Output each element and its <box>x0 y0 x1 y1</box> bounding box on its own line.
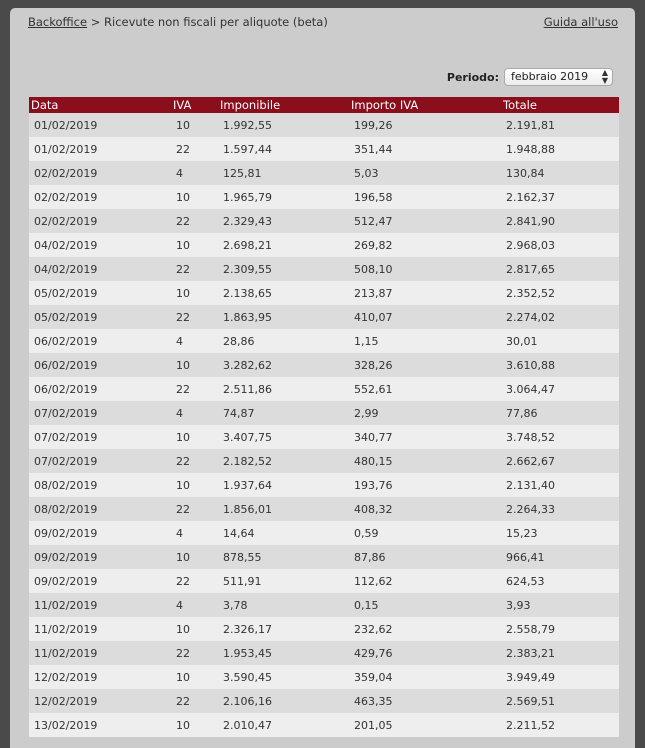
cell-iva: 4 <box>176 598 183 612</box>
cell-iva: 10 <box>176 550 190 564</box>
cell-iva: 22 <box>176 694 190 708</box>
cell-importo-iva: 410,07 <box>354 310 393 324</box>
cell-importo-iva: 269,82 <box>354 238 393 252</box>
table-row <box>29 641 619 665</box>
cell-totale: 2.211,52 <box>506 718 555 732</box>
cell-importo-iva: 328,26 <box>354 358 393 372</box>
cell-imponibile: 511,91 <box>223 574 262 588</box>
table-row <box>29 449 619 473</box>
table-row <box>29 593 619 617</box>
cell-importo-iva: 480,15 <box>354 454 393 468</box>
period-select[interactable] <box>504 68 613 86</box>
cell-totale: 2.131,40 <box>506 478 555 492</box>
cell-totale: 2.162,37 <box>506 190 555 204</box>
cell-data: 11/02/2019 <box>34 646 98 660</box>
breadcrumb <box>28 15 328 29</box>
help-link[interactable]: Guida all'uso <box>543 15 618 29</box>
cell-imponibile: 14,64 <box>223 526 255 540</box>
cell-imponibile: 1.965,79 <box>223 190 272 204</box>
cell-data: 12/02/2019 <box>34 670 98 684</box>
cell-totale: 2.383,21 <box>506 646 555 660</box>
main-panel <box>10 8 635 748</box>
breadcrumb-separator: > <box>90 15 101 29</box>
cell-data: 02/02/2019 <box>34 166 98 180</box>
cell-iva: 22 <box>176 502 190 516</box>
table-row <box>29 353 619 377</box>
cell-iva: 10 <box>176 430 190 444</box>
table-row <box>29 281 619 305</box>
column-header-importo-iva: Importo IVA <box>349 97 501 113</box>
cell-iva: 22 <box>176 454 190 468</box>
table-row <box>29 545 619 569</box>
cell-iva: 4 <box>176 406 183 420</box>
cell-data: 08/02/2019 <box>34 478 98 492</box>
cell-data: 06/02/2019 <box>34 358 98 372</box>
cell-totale: 130,84 <box>506 166 545 180</box>
cell-iva: 10 <box>176 622 190 636</box>
cell-iva: 10 <box>176 286 190 300</box>
table-row <box>29 113 619 137</box>
cell-data: 07/02/2019 <box>34 406 98 420</box>
column-header-imponibile: Imponibile <box>218 97 349 113</box>
cell-imponibile: 2.329,43 <box>223 214 272 228</box>
cell-importo-iva: 5,03 <box>354 166 379 180</box>
cell-iva: 22 <box>176 310 190 324</box>
cell-importo-iva: 508,10 <box>354 262 393 276</box>
cell-imponibile: 2.309,55 <box>223 262 272 276</box>
table-row <box>29 497 619 521</box>
table-row <box>29 209 619 233</box>
cell-totale: 3.949,49 <box>506 670 555 684</box>
cell-imponibile: 1.953,45 <box>223 646 272 660</box>
cell-totale: 2.817,65 <box>506 262 555 276</box>
cell-totale: 2.264,33 <box>506 502 555 516</box>
cell-imponibile: 878,55 <box>223 550 262 564</box>
cell-iva: 4 <box>176 526 183 540</box>
cell-imponibile: 2.106,16 <box>223 694 272 708</box>
cell-data: 01/02/2019 <box>34 118 98 132</box>
cell-iva: 10 <box>176 238 190 252</box>
cell-imponibile: 1.597,44 <box>223 142 272 156</box>
table-row <box>29 305 619 329</box>
table-row <box>29 137 619 161</box>
cell-importo-iva: 512,47 <box>354 214 393 228</box>
table-row <box>29 713 619 737</box>
cell-imponibile: 74,87 <box>223 406 255 420</box>
cell-data: 06/02/2019 <box>34 382 98 396</box>
cell-imponibile: 2.698,21 <box>223 238 272 252</box>
cell-importo-iva: 463,35 <box>354 694 393 708</box>
cell-imponibile: 1.992,55 <box>223 118 272 132</box>
cell-imponibile: 3.282,62 <box>223 358 272 372</box>
cell-imponibile: 2.182,52 <box>223 454 272 468</box>
cell-data: 09/02/2019 <box>34 574 98 588</box>
cell-imponibile: 125,81 <box>223 166 262 180</box>
cell-data: 04/02/2019 <box>34 238 98 252</box>
cell-importo-iva: 359,04 <box>354 670 393 684</box>
cell-iva: 22 <box>176 214 190 228</box>
cell-data: 11/02/2019 <box>34 598 98 612</box>
cell-totale: 2.841,90 <box>506 214 555 228</box>
cell-importo-iva: 201,05 <box>354 718 393 732</box>
table-body <box>29 113 619 737</box>
cell-data: 05/02/2019 <box>34 310 98 324</box>
cell-data: 05/02/2019 <box>34 286 98 300</box>
cell-importo-iva: 199,26 <box>354 118 393 132</box>
cell-data: 07/02/2019 <box>34 454 98 468</box>
cell-data: 11/02/2019 <box>34 622 98 636</box>
table-row <box>29 425 619 449</box>
cell-iva: 22 <box>176 142 190 156</box>
cell-iva: 10 <box>176 358 190 372</box>
cell-iva: 4 <box>176 166 183 180</box>
cell-data: 02/02/2019 <box>34 190 98 204</box>
cell-importo-iva: 351,44 <box>354 142 393 156</box>
period-selected-value: febbraio 2019 <box>511 70 589 83</box>
cell-totale: 3.748,52 <box>506 430 555 444</box>
cell-totale: 30,01 <box>506 334 538 348</box>
chevron-updown-icon: ▲ ▼ <box>601 68 608 85</box>
table-row <box>29 377 619 401</box>
cell-imponibile: 1.856,01 <box>223 502 272 516</box>
cell-iva: 10 <box>176 478 190 492</box>
cell-iva: 22 <box>176 646 190 660</box>
cell-importo-iva: 2,99 <box>354 406 379 420</box>
cell-iva: 10 <box>176 718 190 732</box>
cell-totale: 966,41 <box>506 550 545 564</box>
cell-data: 07/02/2019 <box>34 430 98 444</box>
cell-iva: 22 <box>176 382 190 396</box>
table-row <box>29 329 619 353</box>
cell-totale: 2.558,79 <box>506 622 555 636</box>
table-row <box>29 617 619 641</box>
cell-importo-iva: 429,76 <box>354 646 393 660</box>
cell-totale: 2.352,52 <box>506 286 555 300</box>
period-label: Periodo: <box>446 70 499 84</box>
cell-imponibile: 3.407,75 <box>223 430 272 444</box>
cell-totale: 2.662,67 <box>506 454 555 468</box>
cell-importo-iva: 232,62 <box>354 622 393 636</box>
cell-data: 06/02/2019 <box>34 334 98 348</box>
cell-imponibile: 28,86 <box>223 334 255 348</box>
cell-importo-iva: 1,15 <box>354 334 379 348</box>
cell-iva: 4 <box>176 334 183 348</box>
cell-totale: 77,86 <box>506 406 538 420</box>
table-row <box>29 569 619 593</box>
cell-totale: 2.191,81 <box>506 118 555 132</box>
cell-data: 02/02/2019 <box>34 214 98 228</box>
receipts-table <box>29 97 619 737</box>
cell-totale: 15,23 <box>506 526 538 540</box>
cell-imponibile: 2.010,47 <box>223 718 272 732</box>
cell-imponibile: 3.590,45 <box>223 670 272 684</box>
cell-imponibile: 1.863,95 <box>223 310 272 324</box>
table-row <box>29 665 619 689</box>
cell-totale: 3.064,47 <box>506 382 555 396</box>
table-row <box>29 233 619 257</box>
cell-totale: 3,93 <box>506 598 531 612</box>
table-row <box>29 689 619 713</box>
cell-totale: 624,53 <box>506 574 545 588</box>
column-header-totale: Totale <box>501 97 619 113</box>
cell-data: 09/02/2019 <box>34 526 98 540</box>
cell-totale: 3.610,88 <box>506 358 555 372</box>
cell-importo-iva: 196,58 <box>354 190 393 204</box>
cell-importo-iva: 213,87 <box>354 286 393 300</box>
cell-iva: 22 <box>176 574 190 588</box>
table-row <box>29 161 619 185</box>
column-header-data: Data <box>29 97 171 113</box>
cell-imponibile: 3,78 <box>223 598 248 612</box>
cell-data: 01/02/2019 <box>34 142 98 156</box>
cell-importo-iva: 87,86 <box>354 550 386 564</box>
column-header-iva: IVA <box>171 97 218 113</box>
cell-importo-iva: 340,77 <box>354 430 393 444</box>
cell-imponibile: 2.326,17 <box>223 622 272 636</box>
cell-importo-iva: 408,32 <box>354 502 393 516</box>
cell-importo-iva: 552,61 <box>354 382 393 396</box>
cell-iva: 10 <box>176 670 190 684</box>
cell-data: 13/02/2019 <box>34 718 98 732</box>
cell-totale: 2.274,02 <box>506 310 555 324</box>
cell-data: 04/02/2019 <box>34 262 98 276</box>
table-row <box>29 521 619 545</box>
cell-totale: 2.968,03 <box>506 238 555 252</box>
cell-iva: 22 <box>176 262 190 276</box>
cell-imponibile: 2.511,86 <box>223 382 272 396</box>
period-selector <box>447 68 613 86</box>
cell-importo-iva: 0,59 <box>354 526 379 540</box>
cell-totale: 1.948,88 <box>506 142 555 156</box>
cell-totale: 2.569,51 <box>506 694 555 708</box>
cell-data: 12/02/2019 <box>34 694 98 708</box>
breadcrumb-current: Ricevute non fiscali per aliquote (beta) <box>104 15 328 29</box>
cell-imponibile: 2.138,65 <box>223 286 272 300</box>
cell-importo-iva: 0,15 <box>354 598 379 612</box>
table-header-row <box>29 97 619 113</box>
table-row <box>29 257 619 281</box>
cell-iva: 10 <box>176 118 190 132</box>
table-row <box>29 185 619 209</box>
cell-data: 09/02/2019 <box>34 550 98 564</box>
table-row <box>29 401 619 425</box>
cell-imponibile: 1.937,64 <box>223 478 272 492</box>
cell-iva: 10 <box>176 190 190 204</box>
cell-importo-iva: 193,76 <box>354 478 393 492</box>
breadcrumb-backoffice-link[interactable]: Backoffice <box>28 15 88 29</box>
table-row <box>29 473 619 497</box>
cell-importo-iva: 112,62 <box>354 574 393 588</box>
cell-data: 08/02/2019 <box>34 502 98 516</box>
